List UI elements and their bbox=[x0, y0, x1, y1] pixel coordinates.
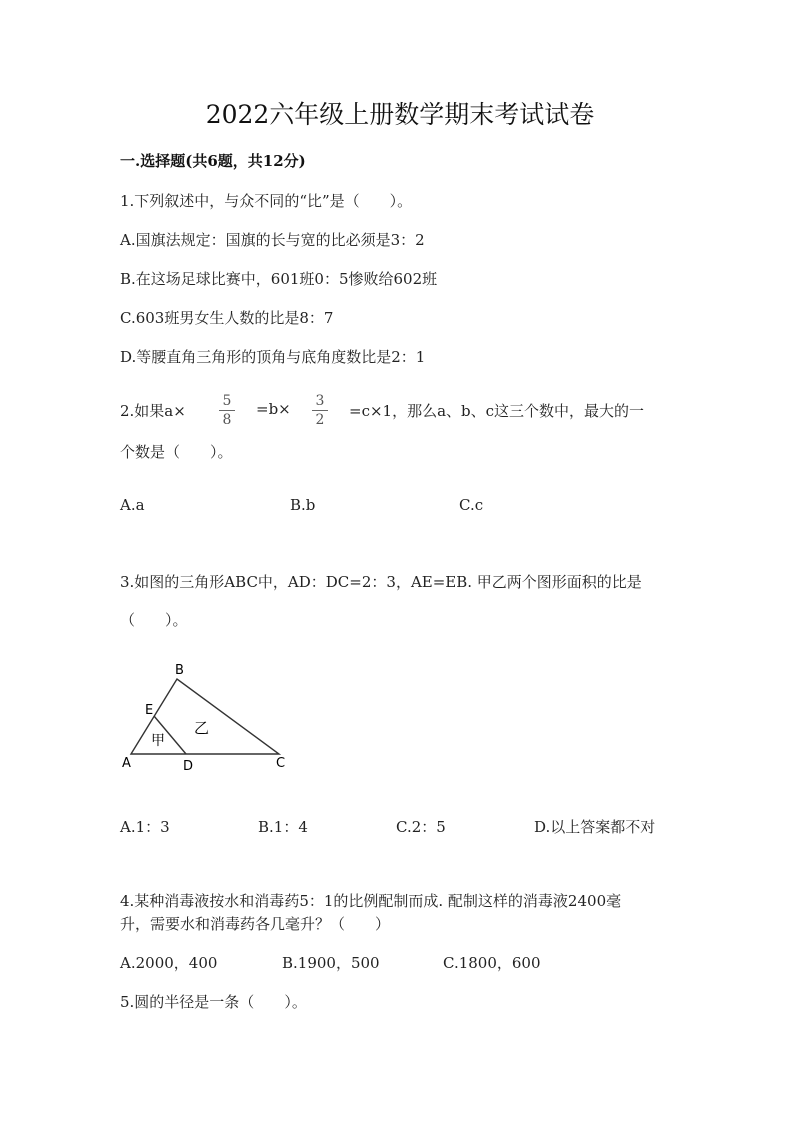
triangle-figure bbox=[115, 660, 300, 775]
page-title: 2022六年级上册数学期末考试试卷 bbox=[205, 100, 595, 129]
q2-stem-part1: 2.如果a× bbox=[120, 402, 186, 420]
q4-option-c: C.1800，600 bbox=[443, 954, 541, 972]
label-a: A bbox=[122, 756, 131, 771]
q1-option-a: A.国旗法规定：国旗的长与宽的比必须是3：2 bbox=[120, 231, 425, 249]
label-d: D bbox=[183, 759, 194, 774]
q2-fraction-2-denominator: 2 bbox=[315, 412, 325, 428]
q1-option-c: C.603班男女生人数的比是8：7 bbox=[120, 309, 334, 327]
label-jia: 甲 bbox=[151, 733, 165, 749]
q4-option-b: B.1900，500 bbox=[282, 954, 380, 972]
label-b: B bbox=[175, 663, 184, 678]
q5-stem: 5.圆的半径是一条（ ）。 bbox=[120, 993, 307, 1011]
q2-fraction-2 bbox=[310, 393, 330, 428]
q2-fraction-1-denominator: 8 bbox=[222, 412, 232, 428]
label-yi: 乙 bbox=[194, 719, 210, 737]
fraction-bar bbox=[312, 410, 328, 411]
q2-stem-part2: =b× bbox=[256, 400, 291, 418]
q3-option-c: C.2：5 bbox=[396, 818, 446, 836]
q2-option-a: A.a bbox=[120, 496, 145, 514]
q3-stem-line1: 3.如图的三角形ABC中，AD：DC=2：3，AE=EB. 甲乙两个图形面积的比是 bbox=[120, 573, 642, 591]
q2-fraction-2-numerator: 3 bbox=[315, 393, 325, 409]
q1-stem: 1.下列叙述中，与众不同的“比”是（ ）。 bbox=[120, 192, 413, 210]
q4-option-a: A.2000，400 bbox=[120, 954, 218, 972]
q1-option-b: B.在这场足球比赛中，601班0：5惨败给602班 bbox=[120, 270, 438, 288]
q3-stem-line2: （ ）。 bbox=[120, 611, 188, 629]
label-c: C bbox=[276, 756, 286, 771]
q1-option-d: D.等腰直角三角形的顶角与底角度数比是2：1 bbox=[120, 348, 426, 366]
q2-option-c: C.c bbox=[459, 496, 484, 514]
q2-fraction-1-numerator: 5 bbox=[222, 393, 232, 409]
section-heading: 一.选择题(共6题，共12分) bbox=[120, 152, 306, 170]
q4-stem-line1: 4.某种消毒液按水和消毒药5：1的比例配制而成. 配制这样的消毒液2400毫 bbox=[120, 892, 622, 910]
fraction-bar bbox=[219, 410, 235, 411]
q3-option-b: B.1：4 bbox=[258, 818, 308, 836]
q3-option-a: A.1：3 bbox=[120, 818, 170, 836]
q2-option-b: B.b bbox=[290, 496, 316, 514]
q2-stem-part3: =c×1，那么a、b、c这三个数中，最大的一 bbox=[349, 402, 645, 420]
q3-option-d: D.以上答案都不对 bbox=[534, 818, 656, 836]
q2-stem-line2: 个数是（ ）。 bbox=[120, 443, 233, 461]
q2-fraction-1 bbox=[217, 393, 237, 428]
q4-stem-line2: 升，需要水和消毒药各几毫升？（ ） bbox=[120, 915, 391, 933]
label-e: E bbox=[145, 703, 154, 718]
